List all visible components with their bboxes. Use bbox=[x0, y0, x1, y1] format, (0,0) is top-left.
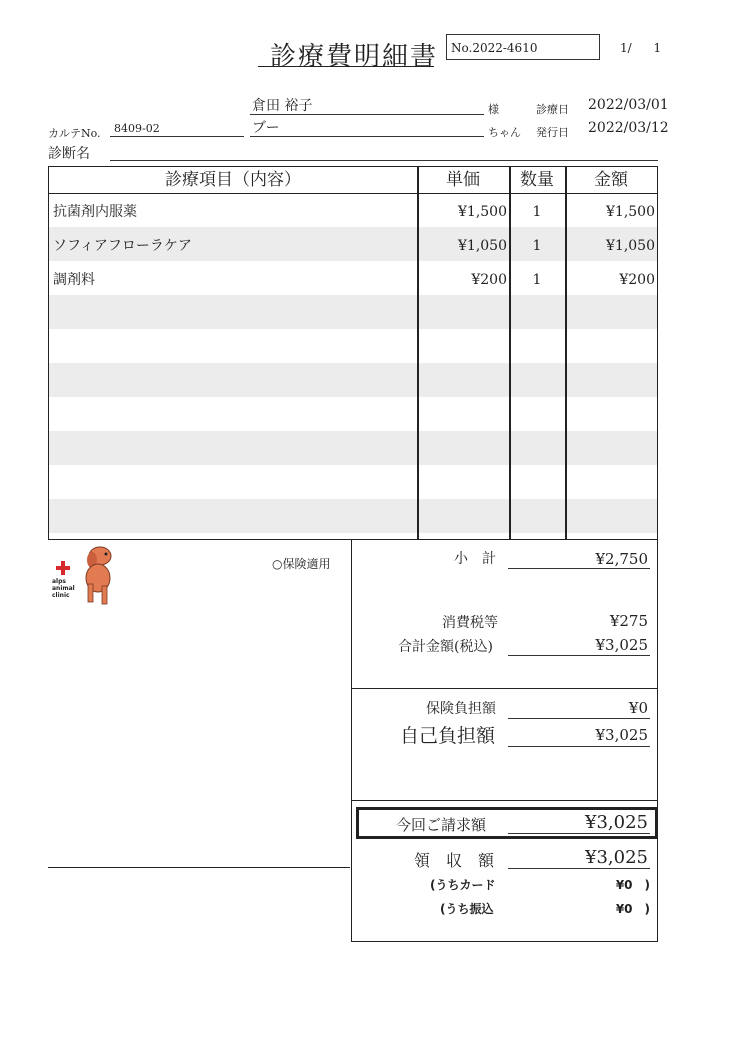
received-underline bbox=[508, 868, 650, 869]
insurance-value: ¥0 bbox=[628, 699, 648, 717]
self-pay-label: 自己負担額 bbox=[400, 725, 496, 747]
bill-underline bbox=[508, 833, 650, 834]
column-divider bbox=[565, 167, 567, 539]
summary-divider bbox=[351, 800, 658, 801]
transfer-label: (うち振込 bbox=[440, 902, 494, 916]
item-price: ¥1,050 bbox=[458, 238, 507, 254]
issue-date: 2022/03/12 bbox=[588, 120, 669, 136]
tax-value: ¥275 bbox=[609, 612, 648, 630]
tax-label: 消費税等 bbox=[442, 615, 498, 631]
item-name: ソフィアフローラケア bbox=[53, 238, 192, 254]
item-qty: 1 bbox=[532, 204, 542, 220]
insurance-label: 保険負担額 bbox=[426, 701, 496, 717]
logo-text-line: clinic bbox=[52, 592, 70, 599]
header-qty: 数量 bbox=[520, 170, 554, 190]
item-name: 抗菌剤内服薬 bbox=[53, 204, 137, 220]
total-value: ¥3,025 bbox=[595, 636, 648, 654]
item-amount: ¥1,500 bbox=[606, 204, 655, 220]
total-underline bbox=[508, 655, 650, 656]
item-qty: 1 bbox=[532, 272, 542, 288]
consult-date-label: 診療日 bbox=[536, 103, 569, 116]
self-pay-value: ¥3,025 bbox=[595, 726, 648, 744]
logo-text-line: alps bbox=[52, 578, 66, 585]
card-value: ¥0 ) bbox=[615, 878, 650, 892]
insurance-applied: ○保険適用 bbox=[272, 557, 331, 571]
column-divider bbox=[417, 167, 419, 539]
bill-label: 今回ご請求額 bbox=[396, 816, 487, 834]
header-price: 単価 bbox=[446, 170, 480, 190]
consult-date: 2022/03/01 bbox=[588, 97, 669, 113]
card-label: (うちカード bbox=[430, 878, 496, 892]
items-table bbox=[48, 166, 658, 540]
owner-suffix: 様 bbox=[488, 103, 499, 116]
subtotal-label: 小 計 bbox=[454, 551, 496, 567]
self-pay-underline bbox=[508, 746, 650, 747]
document-number: No.2022-4610 bbox=[446, 34, 600, 60]
bill-value: ¥3,025 bbox=[585, 812, 648, 833]
logo-text-line: animal bbox=[52, 585, 75, 592]
karte-underline bbox=[110, 136, 244, 137]
item-qty: 1 bbox=[532, 238, 542, 254]
page-current: 1/ bbox=[620, 41, 632, 55]
item-amount: ¥1,050 bbox=[606, 238, 655, 254]
subtotal-value: ¥2,750 bbox=[595, 550, 648, 568]
page-indicator bbox=[620, 41, 661, 55]
owner-name-underline bbox=[250, 114, 484, 115]
item-name: 調剤料 bbox=[53, 272, 95, 288]
karte-label: カルテNo. bbox=[48, 127, 101, 140]
owner-name: 倉田 裕子 bbox=[252, 98, 313, 114]
karte-number: 8409-02 bbox=[114, 122, 160, 135]
header-item: 診療項目（内容） bbox=[165, 170, 301, 190]
diagnosis-underline bbox=[110, 160, 658, 161]
item-price: ¥200 bbox=[471, 272, 507, 288]
pet-suffix: ちゃん bbox=[488, 126, 521, 139]
header-amount: 金額 bbox=[594, 170, 628, 190]
item-price: ¥1,500 bbox=[458, 204, 507, 220]
clinic-logo bbox=[50, 544, 120, 608]
total-label: 合計金額(税込) bbox=[398, 639, 493, 655]
pet-name: ブー bbox=[252, 120, 280, 136]
signature-line bbox=[48, 867, 350, 868]
subtotal-underline bbox=[508, 568, 650, 569]
received-value: ¥3,025 bbox=[585, 847, 648, 868]
diagnosis-label: 診断名 bbox=[48, 146, 90, 162]
received-label: 領 収 額 bbox=[414, 851, 495, 870]
issue-date-label: 発行日 bbox=[536, 126, 569, 139]
title-underline bbox=[258, 66, 434, 67]
logo-text bbox=[52, 578, 75, 599]
page-total: 1 bbox=[653, 41, 662, 55]
transfer-value: ¥0 ) bbox=[615, 902, 650, 916]
insurance-underline bbox=[508, 718, 650, 719]
item-amount: ¥200 bbox=[619, 272, 655, 288]
pet-name-underline bbox=[250, 136, 484, 137]
column-divider bbox=[509, 167, 511, 539]
document-title: 診療費明細書 bbox=[270, 42, 439, 72]
summary-divider bbox=[351, 688, 658, 689]
